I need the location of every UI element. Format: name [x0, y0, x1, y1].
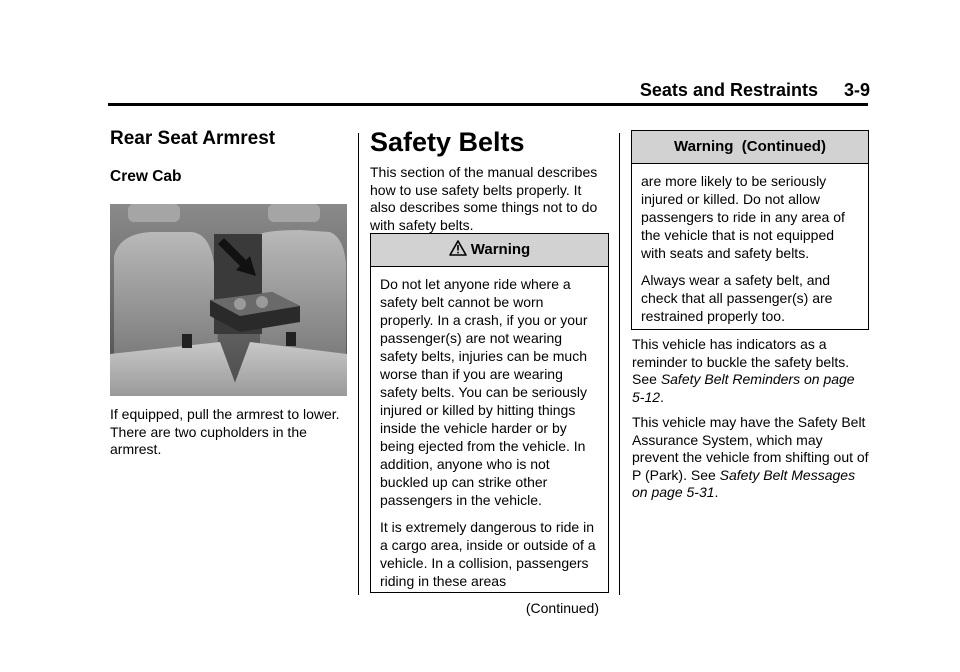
warning-paragraph: Always wear a safety belt, and check that all passenger(s) are restrained properly too. — [641, 272, 833, 324]
column-divider — [358, 133, 359, 595]
safety-belts-section — [370, 128, 610, 234]
continued-label: (Continued) — [525, 600, 599, 616]
warning-box — [370, 233, 609, 616]
reminders-reference-link[interactable]: Safety Belt Reminders on page 5-12 — [632, 371, 855, 405]
warning-continued-body — [632, 164, 868, 329]
header-rule — [108, 103, 868, 106]
safety-belts-intro: This section of the manual describes how to use safety belts properly. It also describes some things not to do with safety belts. — [370, 164, 598, 233]
warning-paragraph: Do not let anyone ride where a safety belt cannot be worn properly. In a crash, if you or your passenger(s) are not wearing safety belts, injuries can be much worse than if you are wearing safety belts. You can be seriously injured or killed by hitting things inside the vehicle harder or by being ejected from the vehicle. In addition, anyone who is not buckled up can strike other passengers in the vehicle. — [380, 276, 588, 508]
indicators-paragraph — [632, 336, 870, 406]
crew-cab-subheading: Crew Cab — [110, 168, 182, 185]
assurance-paragraph — [632, 414, 870, 502]
safety-belt-info — [632, 336, 870, 510]
punctuation: . — [660, 388, 664, 405]
warning-paragraph: are more likely to be seriously injured or killed. Do not allow passengers to ride in any area of the vehicle that is not equipped with seats and safety belts. — [641, 173, 845, 261]
warning-header — [371, 234, 608, 267]
page-header — [640, 80, 870, 101]
warning-continued-header: Warning (Continued) — [632, 131, 868, 164]
column-divider — [619, 133, 620, 595]
warning-title: Warning — [470, 241, 531, 258]
armrest-instructions: If equipped, pull the armrest to lower. There are two cupholders in the armrest. — [110, 406, 340, 457]
warning-paragraph: It is extremely dangerous to ride in a cargo area, inside or outside of a vehicle. In a collision, passengers riding in these areas — [380, 519, 596, 589]
assurance-text: This vehicle may have the Safety Belt Assurance System, which may prevent the vehicle from shifting out of P (Park). See — [632, 414, 869, 483]
warning-triangle-icon — [449, 236, 467, 252]
indicators-text: This vehicle has indicators as a reminder to buckle the safety belts. See — [632, 336, 850, 387]
page-number: 3-9 — [843, 80, 870, 100]
warning-continued-box — [631, 130, 869, 330]
safety-belts-heading: Safety Belts — [370, 127, 525, 157]
rear-armrest-section — [110, 128, 350, 459]
rear-armrest-heading: Rear Seat Armrest — [110, 128, 276, 149]
armrest-photo — [110, 204, 347, 396]
punctuation: . — [714, 484, 719, 500]
warning-body — [371, 267, 608, 621]
messages-reference-link[interactable]: Safety Belt Messages on page 5-31 — [632, 466, 856, 500]
section-title: Seats and Restraints — [639, 80, 818, 100]
